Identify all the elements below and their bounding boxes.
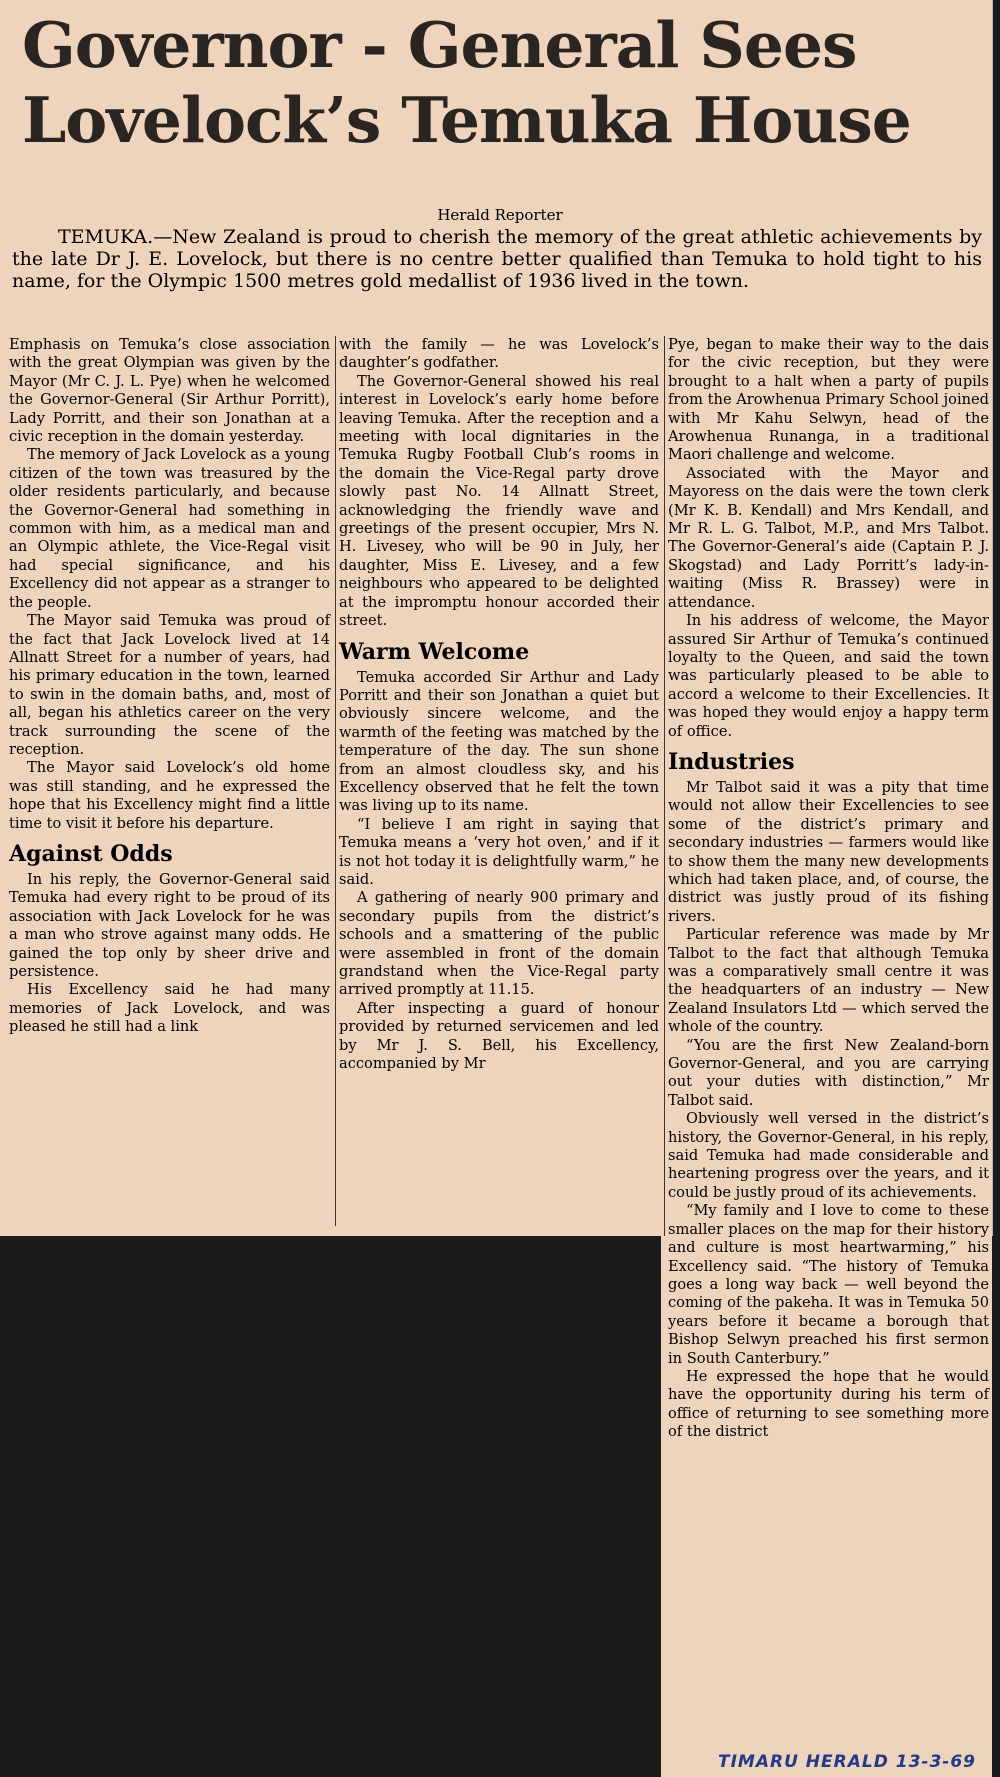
- paragraph: Pye, began to make their way to the dais for the civic reception, but they were brought to a halt when a party of pupils from the Arowhenua Primary School joined with Mr Kahu Selwyn, head of the Arowhenua Runanga, in a traditional Maori challenge and welcome.: [668, 336, 989, 464]
- paragraph: Obviously well versed in the district’s history, the Governor-General, in his reply, said Temuka had made considerable and heartening progress over the years, and it could be justly proud of its achievements.: [668, 1110, 989, 1201]
- paragraph: The Mayor said Lovelock’s old home was still standing, and he expressed the hope that his Excellency might find a little time to visit it before his departure.: [9, 759, 330, 832]
- paragraph: Emphasis on Temuka’s close association with the great Olympian was given by the Mayor (Mr C. J. L. Pye) when he welcomed the Governor-General (Sir Arthur Porritt), Lady Porritt, and their son Jonathan at a civic reception in the domain yesterday.: [9, 336, 330, 446]
- byline: Herald Reporter: [437, 206, 563, 224]
- paragraph: A gathering of nearly 900 primary and secondary pupils from the district’s schools and a smattering of the public were assembled in front of the domain grandstand when the Vice-Regal party arrived promptly at 11.15.: [339, 889, 659, 999]
- paragraph: “You are the first New Zealand-born Governor-General, and you are carrying out your duties with distinction,” Mr Talbot said.: [668, 1036, 989, 1109]
- paragraph: The Governor-General showed his real interest in Lovelock’s early home before leaving Temuka. After the reception and a meeting with local dignitaries in the Temuka Rugby Football Club’s rooms in the domain the Vice-Regal party drove slowly past No. 14 Allnatt Street, acknowledging the friendly wave and greetings of the present occupier, Mrs N. H. Livesey, who will be 90 in July, her daughter, Miss E. Livesey, and a few neighbours who appeared to be delighted at the impromptu honour accorded their street.: [339, 372, 659, 630]
- paragraph: Temuka accorded Sir Arthur and Lady Porritt and their son Jonathan a quiet but obviously sincere welcome, and the warmth of the feeting was matched by the temperature of the day. The sun shone from an almost cloudless sky, and his Excellency observed that he felt the town was living up to its name.: [339, 668, 659, 815]
- paragraph: “I believe I am right in saying that Temuka means a ‘very hot oven,’ and if it is not hot today it is delightfully warm,” he said.: [339, 815, 659, 888]
- headline: Governor - General Sees Lovelock’s Temuka House: [22, 8, 911, 157]
- column-rule: [335, 336, 336, 1226]
- paragraph: The Mayor said Temuka was proud of the fact that Jack Lovelock lived at 14 Allnatt Street for a number of years, had his primary education in the town, learned to swin in the domain baths, and, most of all, began his athletics career on the very track surrounding the scene of the reception.: [9, 612, 330, 758]
- paragraph: His Excellency said he had many memories of Jack Lovelock, and was pleased he still had a link: [9, 981, 330, 1036]
- paragraph: Mr Talbot said it was a pity that time would not allow their Excellencies to see some of the district’s primary and secondary industries — farmers would like to show them the many new developments which had taken place, and, of course, the district was justly proud of its fishing rivers.: [668, 778, 989, 925]
- subheading-warm-welcome: Warm Welcome: [339, 638, 530, 665]
- subheading-industries: Industries: [668, 748, 795, 775]
- subheading-against-odds: Against Odds: [9, 840, 173, 867]
- paragraph: “My family and I love to come to these smaller places on the map for their history and culture is most heartwarming,” his Excellency said. “The history of Temuka goes a long way back — well beyond the coming of the pakeha. It was in Temuka 50 years before it became a borough that Bishop Selwyn preached his first sermon in South Canterbury.”: [668, 1202, 989, 1367]
- paragraph: with the family — he was Lovelock’s daughter’s godfather.: [339, 336, 659, 372]
- column-rule: [664, 336, 665, 1236]
- column-1: [9, 336, 330, 1037]
- paragraph: He expressed the hope that he would have the opportunity during his term of office of returning to see something more of the district: [668, 1367, 989, 1441]
- paragraph: In his address of welcome, the Mayor assured Sir Arthur of Temuka’s continued loyalty to the Queen, and said the town was particularly pleased to be able to accord a welcome to their Excellencies. It was hoped they would enjoy a happy term of office.: [668, 612, 989, 740]
- paragraph: The memory of Jack Lovelock as a young citizen of the town was treasured by the older residents particularly, and because the Governor-General had something in common with him, as a medical man and an Olympic athlete, the Vice-Regal visit had special significance, and his Excellency did not appear as a stranger to the people.: [9, 446, 330, 611]
- paragraph: Particular reference was made by Mr Talbot to the fact that although Temuka was a comparatively small centre it was the headquarters of an industry — New Zealand Insulators Ltd — which served the whole of the country.: [668, 926, 989, 1036]
- paragraph: Associated with the Mayor and Mayoress on the dais were the town clerk (Mr K. B. Kendall) and Mrs Kendall, and Mr R. L. G. Talbot, M.P., and Mrs Talbot. The Governor-General’s aide (Captain P. J. Skogstad) and Lady Porritt’s lady-in-waiting (Miss R. Brassey) were in attendance.: [668, 464, 989, 611]
- handwritten-source-note: TIMARU HERALD 13-3-69: [718, 1752, 977, 1772]
- paragraph: After inspecting a guard of honour provided by returned servicemen and led by Mr J. S. Bell, his Excellency, accompanied by Mr: [339, 999, 659, 1073]
- lede-paragraph: TEMUKA.—New Zealand is proud to cherish the memory of the great athletic achievements by the late Dr J. E. Lovelock, but there is no centre better qualified than Temuka to hold tight to his name, for the Olympic 1500 metres gold medallist of 1936 lived in the town.: [12, 226, 982, 293]
- paragraph: In his reply, the Governor-General said Temuka had every right to be proud of its association with Jack Lovelock for he was a man who strove against many odds. He gained the top only by sheer drive and persistence.: [9, 870, 330, 980]
- column-3: [668, 336, 989, 1442]
- column-2: [339, 336, 659, 1073]
